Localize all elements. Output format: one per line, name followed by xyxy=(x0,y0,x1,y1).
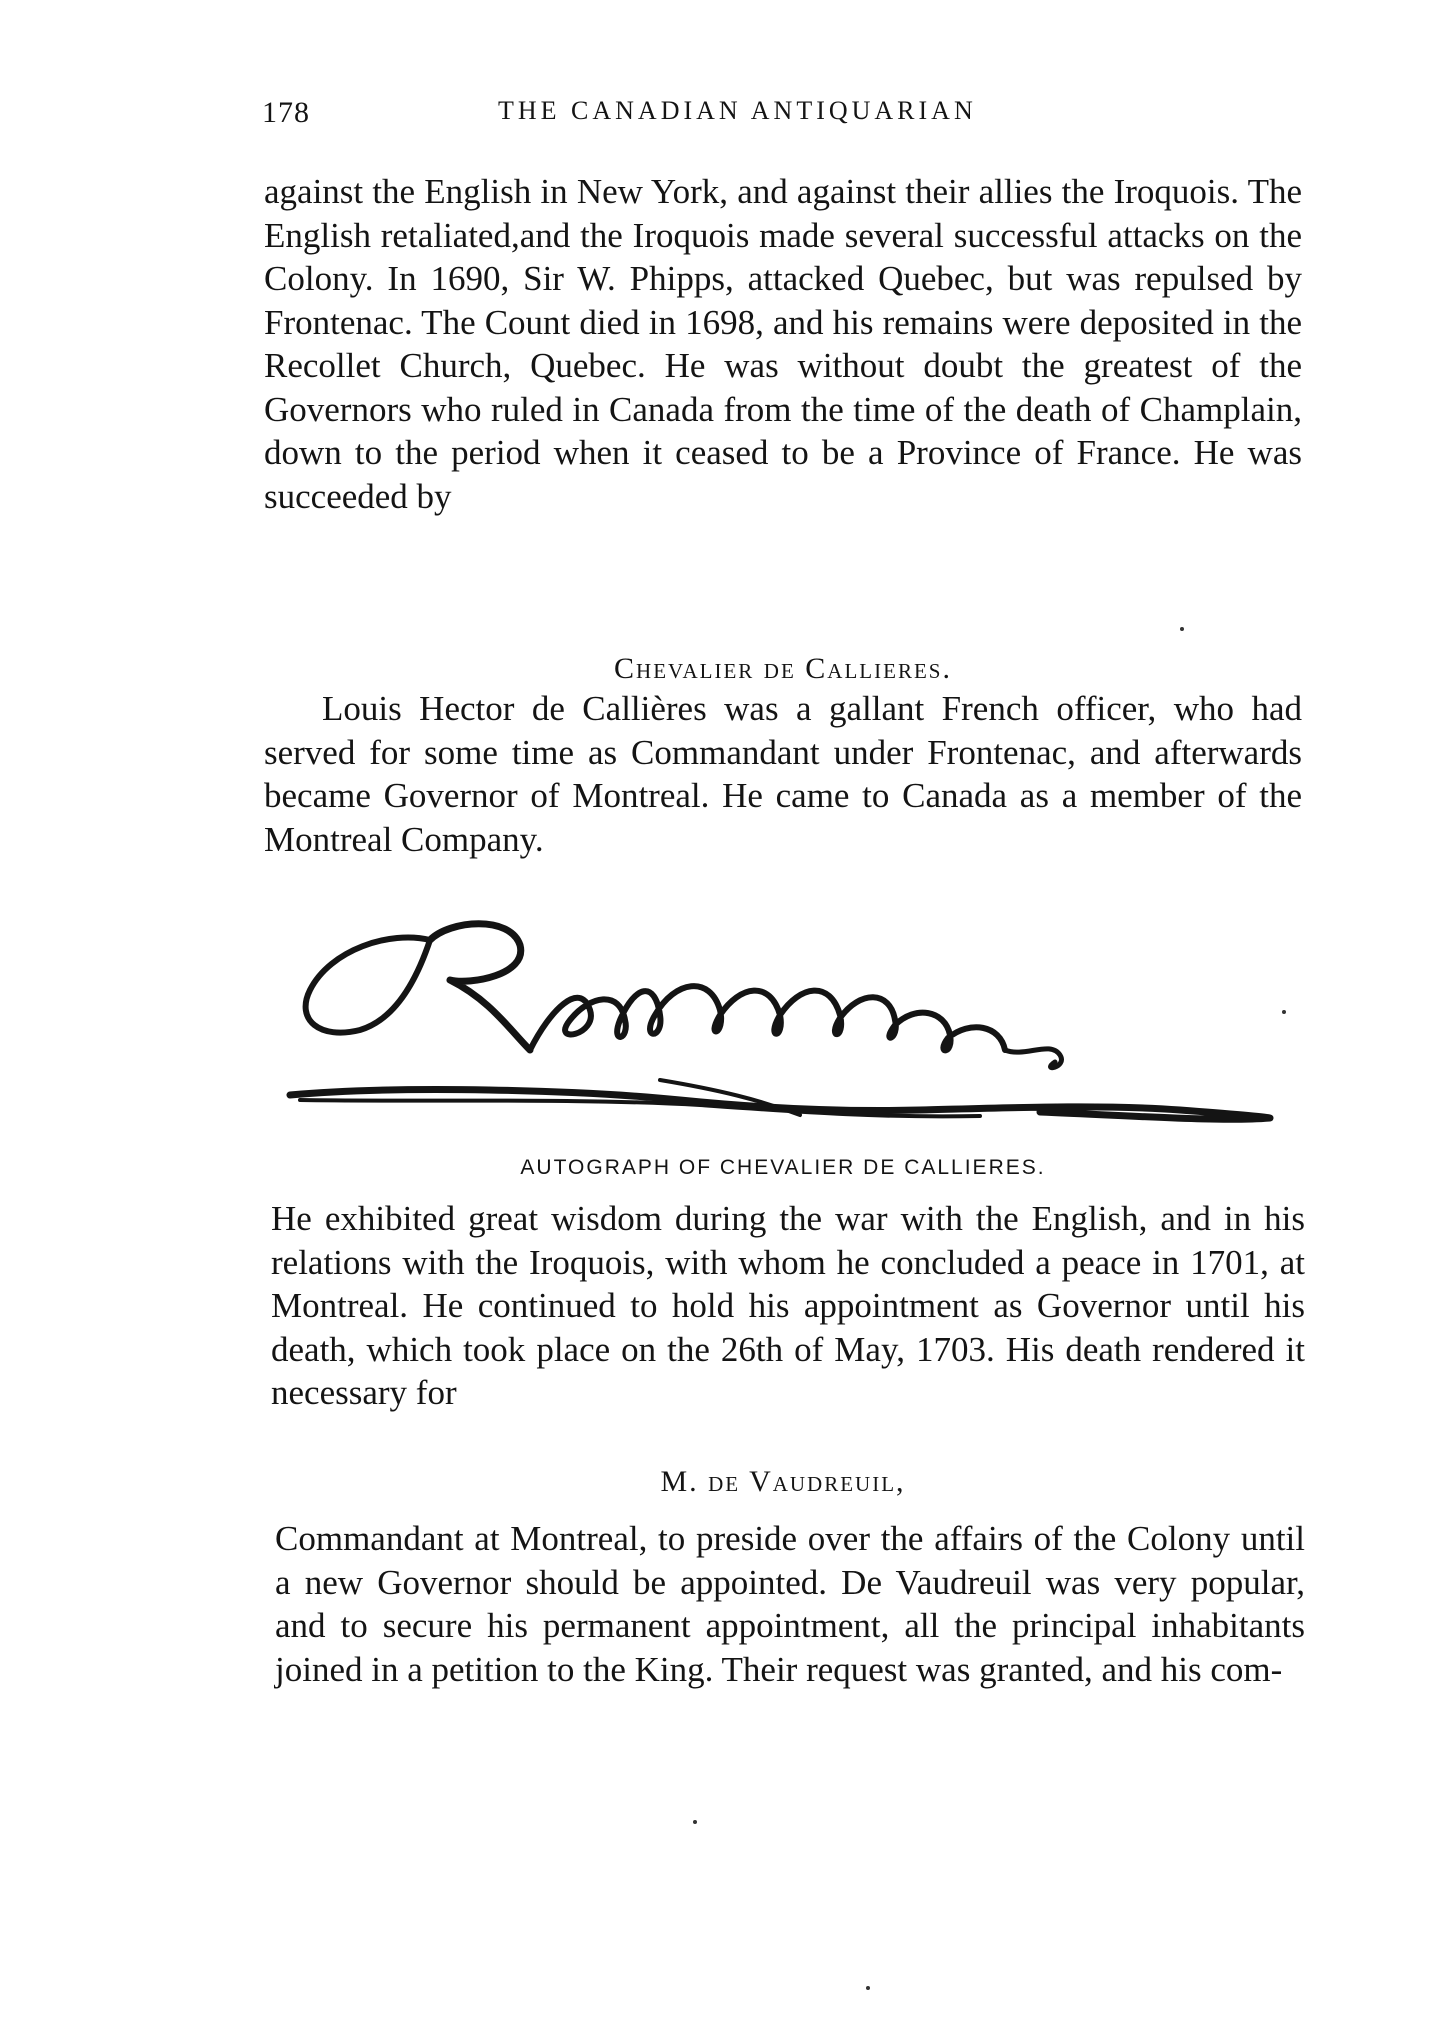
journal-title: THE CANADIAN ANTIQUARIAN xyxy=(498,96,977,125)
signature-underline-stroke xyxy=(290,1090,1270,1120)
paragraph-text: He exhibited great wisdom during the war with the English, and in his relations with the Iroquois, with whom he concluded a peace in 1701, at Montreal. He continued to hold his appointment as Governor until his death, which took place on the 26th of May, 1703. His death rendered it necessary for xyxy=(271,1199,1305,1412)
paragraph-callieres-governor xyxy=(271,1197,1305,1415)
print-speck xyxy=(866,1986,870,1990)
section-heading-vaudreuil: M. de Vaudreuil, xyxy=(660,1465,906,1498)
paragraph-callieres-intro xyxy=(264,687,1302,861)
paragraph-text: Louis Hector de Callières was a gallant French officer, who had served for some time as Commandant under Frontenac, and afterwards became Governor of Montreal. He came to Canada as a member of the Montreal Company. xyxy=(264,689,1302,859)
running-head xyxy=(262,96,1302,136)
print-speck xyxy=(1180,627,1184,631)
section-heading-callieres: Chevalier de Callieres. xyxy=(614,652,952,685)
page-number: 178 xyxy=(262,96,310,129)
signature-capital-stroke xyxy=(306,937,430,1032)
signature-image xyxy=(280,890,1300,1140)
signature-tail-stroke xyxy=(1005,1049,1061,1068)
paragraph-vaudreuil xyxy=(275,1517,1305,1691)
print-speck xyxy=(1282,1010,1286,1014)
signature-letters-stroke xyxy=(530,986,1005,1050)
print-speck xyxy=(693,1820,697,1824)
signature-loop-stroke xyxy=(430,924,530,1050)
paragraph-frontenac xyxy=(264,170,1302,518)
paragraph-text: against the English in New York, and against their allies the Iroquois. The English retaliated,and the Iroquois made several successful attacks on the Colony. In 1690, Sir W. Phipps, attacked Quebec, but was repulsed by Frontenac. The Count died in 1698, and his remains were deposited in the Recollet Church, Quebec. He was without doubt the greatest of the Governors who ruled in Canada from the time of the death of Champlain, down to the period when it ceased to be a Province of France. He was succeeded by xyxy=(264,172,1302,516)
signature-caption: AUTOGRAPH OF CHEVALIER DE CALLIERES. xyxy=(520,1156,1046,1179)
paragraph-text: Commandant at Montreal, to preside over the affairs of the Colony until a new Governor should be appointed. De Vaudreuil was very popular, and to secure his permanent appointment, all the principal inhabitants joined in a petition to the King. Their request was granted, and his com- xyxy=(275,1519,1305,1689)
